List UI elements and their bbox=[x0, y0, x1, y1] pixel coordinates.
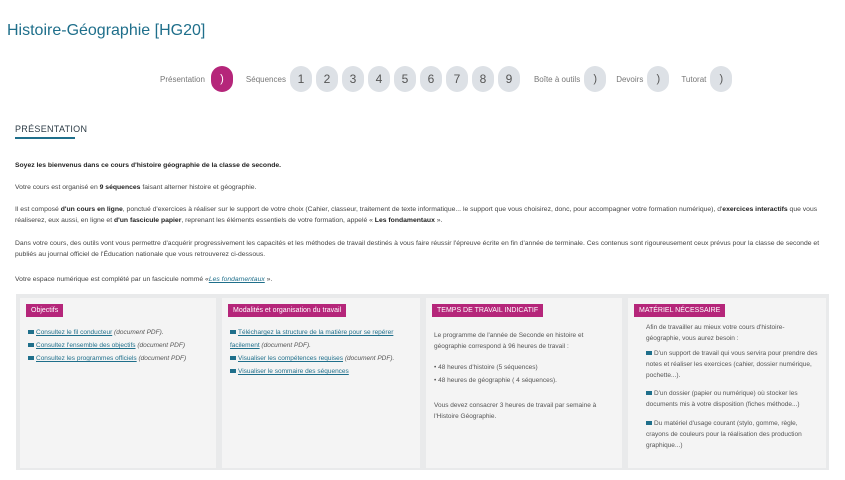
intro-paragraph-5 bbox=[15, 274, 830, 285]
nav-tutorat-label[interactable]: Tutorat bbox=[681, 74, 707, 84]
intro-welcome: Soyez les bienvenus dans ce cours d'histoire géographie de la classe de seconde. bbox=[15, 162, 282, 169]
temps-card-title: TEMPS DE TRAVAIL INDICATIF bbox=[432, 304, 543, 317]
objectifs-links bbox=[28, 326, 210, 365]
link-text[interactable]: Visualiser les compétences requises bbox=[238, 355, 344, 362]
chevron-right-icon: ) bbox=[719, 73, 724, 85]
nav-sequence-4[interactable]: 4 bbox=[368, 66, 390, 92]
intro-text: Votre cours est organisé en bbox=[15, 184, 100, 191]
nav-sequences-label: Séquences bbox=[245, 74, 286, 84]
intro-paragraph-4: Dans votre cours, des outils vont vous permettre d'acquérir progressivement les capacités et les méthodes de travail destinés à vous faire réussir l'épreuve écrite en fin d'année de terminale. Ces contenus sont rigoureusement ceux prévus pour la classe de seconde et publiés au journal officiel de l'Éducation nationale que vous retrouverez ci-dessous. bbox=[15, 240, 820, 258]
intro-bold: exercices interactifs bbox=[722, 206, 788, 213]
intro-paragraph-3 bbox=[15, 204, 830, 226]
objectifs-link-ensemble[interactable] bbox=[28, 339, 210, 352]
nav-sequence-3[interactable]: 3 bbox=[342, 66, 364, 92]
modalites-link-structure[interactable] bbox=[230, 326, 414, 339]
bullet-text: 48 heures de géographie ( 4 séquences). bbox=[438, 377, 557, 384]
nav-sequence-5[interactable]: 5 bbox=[394, 66, 416, 92]
course-navigation bbox=[160, 66, 732, 92]
link-text[interactable]: Consultez les programmes officiels bbox=[36, 355, 137, 362]
objectifs-card-title: Objectifs bbox=[26, 304, 63, 317]
nav-presentation-label[interactable]: Présentation bbox=[160, 74, 205, 84]
intro-text: faisant alterner histoire et géographie. bbox=[140, 184, 257, 191]
fondamentaux-link[interactable]: Les fondamentaux bbox=[208, 276, 265, 283]
section-underline bbox=[15, 137, 75, 139]
intro-paragraph-2 bbox=[15, 182, 830, 193]
nav-sequence-1[interactable]: 1 bbox=[290, 66, 312, 92]
document-icon bbox=[230, 356, 236, 360]
nav-sequence-6[interactable]: 6 bbox=[420, 66, 442, 92]
objectifs-card bbox=[20, 298, 216, 468]
objectifs-link-fil-conducteur[interactable] bbox=[28, 326, 210, 339]
nav-sequence-2[interactable]: 2 bbox=[316, 66, 338, 92]
course-title: Histoire-Géographie [HG20] bbox=[7, 22, 206, 39]
objectifs-link-programmes[interactable] bbox=[28, 352, 210, 365]
document-icon bbox=[230, 369, 236, 373]
intro-text: ». bbox=[434, 217, 443, 224]
materiel-card-title: MATÉRIEL NÉCESSAIRE bbox=[634, 304, 725, 317]
chevron-right-icon: ) bbox=[656, 73, 661, 85]
intro-text: ». bbox=[264, 276, 273, 283]
temps-intro: Le programme de l'année de Seconde en histoire et géographie correspond à 96 heures de travail : bbox=[434, 332, 584, 350]
link-text[interactable]: Consultez le fil conducteur bbox=[36, 329, 113, 336]
intro-bold: 9 séquences bbox=[99, 184, 141, 191]
intro-text: que vous réaliserez, eux aussi, en ligne et bbox=[15, 206, 818, 224]
materiel-item-dossier bbox=[646, 388, 818, 410]
temps-weekly: Vous devez consacrer 3 heures de travail par semaine à l'Histoire Géographie. bbox=[434, 402, 597, 420]
section-title: PRÉSENTATION bbox=[15, 124, 88, 134]
intro-text: Il est composé bbox=[15, 206, 61, 213]
intro-bold: d'un fascicule papier bbox=[114, 217, 182, 224]
nav-boite-label[interactable]: Boîte à outils bbox=[533, 74, 581, 84]
link-text[interactable]: facilement bbox=[230, 342, 260, 349]
nav-sequence-7[interactable]: 7 bbox=[446, 66, 468, 92]
intro-text: , reprenant les éléments essentiels de votre formation, appelé « bbox=[181, 217, 375, 224]
materiel-item-support bbox=[646, 348, 818, 381]
modalites-link-competences[interactable] bbox=[230, 352, 414, 365]
nav-tutorat-button[interactable] bbox=[710, 66, 732, 92]
intro-text: Votre espace numérique est complété par un fascicule nommé « bbox=[15, 276, 209, 283]
document-icon bbox=[28, 330, 34, 334]
nav-devoirs-button[interactable] bbox=[647, 66, 669, 92]
link-text[interactable]: Téléchargez la structure de la matière pour se repérer bbox=[238, 329, 394, 336]
materiel-intro: Afin de travailler au mieux votre cours d'histoire-géographie, vous aurez besoin : bbox=[646, 324, 785, 342]
temps-card bbox=[426, 298, 622, 468]
modalites-card-title: Modalités et organisation du travail bbox=[228, 304, 346, 317]
intro-bold: d'un cours en ligne bbox=[60, 206, 123, 213]
intro-paragraph-1 bbox=[15, 160, 830, 171]
link-doc-type: (document PDF). bbox=[259, 342, 311, 349]
bullet-text: 48 heures d'histoire (5 séquences) bbox=[438, 364, 538, 371]
intro-bold: Les fondamentaux bbox=[374, 217, 435, 224]
item-text: D'un dossier (papier ou numérique) où stocker les documents mis à votre disposition (fiches méthode...) bbox=[646, 390, 800, 408]
document-icon bbox=[230, 330, 236, 334]
nav-presentation-button[interactable] bbox=[211, 66, 233, 92]
nav-devoirs-label[interactable]: Devoirs bbox=[616, 74, 644, 84]
temps-bullet-histoire: • 48 heures d'histoire (5 séquences) bbox=[434, 364, 538, 371]
intro-text: , ponctué d'exercices à réaliser sur le support de votre choix (Cahier, classeur, traitement de texte informatique... le support que vous choisirez, donc, pour accompagner votre formation numérique), d' bbox=[122, 206, 723, 213]
item-text: D'un support de travail qui vous servira pour prendre des notes et réaliser les exercices (cahier, dossier numérique, pochette...). bbox=[646, 350, 818, 379]
item-text: Du matériel d'usage courant (stylo, gomme, règle, crayons de couleurs pour la réalisation des production graphique...) bbox=[646, 420, 802, 449]
nav-boite-button[interactable] bbox=[584, 66, 606, 92]
modalites-link-structure-cont[interactable] bbox=[230, 339, 414, 352]
link-doc-type: (document PDF) bbox=[136, 355, 187, 362]
square-bullet-icon bbox=[646, 421, 652, 425]
chevron-right-icon: ) bbox=[220, 73, 224, 85]
chevron-right-icon: ) bbox=[593, 73, 598, 85]
modalites-card bbox=[222, 298, 420, 468]
square-bullet-icon bbox=[646, 351, 652, 355]
square-bullet-icon bbox=[646, 391, 652, 395]
materiel-item-materiel bbox=[646, 418, 818, 451]
modalites-links bbox=[230, 326, 414, 378]
document-icon bbox=[28, 356, 34, 360]
nav-sequence-8[interactable]: 8 bbox=[472, 66, 494, 92]
link-doc-type: (document PDF) bbox=[135, 342, 186, 349]
materiel-card bbox=[628, 298, 826, 468]
modalites-link-sommaire[interactable] bbox=[230, 365, 414, 378]
link-doc-type: (document PDF). bbox=[112, 329, 164, 336]
link-doc-type: (document PDF). bbox=[343, 355, 395, 362]
link-text[interactable]: Visualiser le sommaire des séquences bbox=[238, 368, 349, 375]
temps-bullet-geographie: • 48 heures de géographie ( 4 séquences). bbox=[434, 377, 557, 384]
nav-sequence-9[interactable]: 9 bbox=[498, 66, 520, 92]
link-text[interactable]: Consultez l'ensemble des objectifs bbox=[36, 342, 136, 349]
document-icon bbox=[28, 343, 34, 347]
